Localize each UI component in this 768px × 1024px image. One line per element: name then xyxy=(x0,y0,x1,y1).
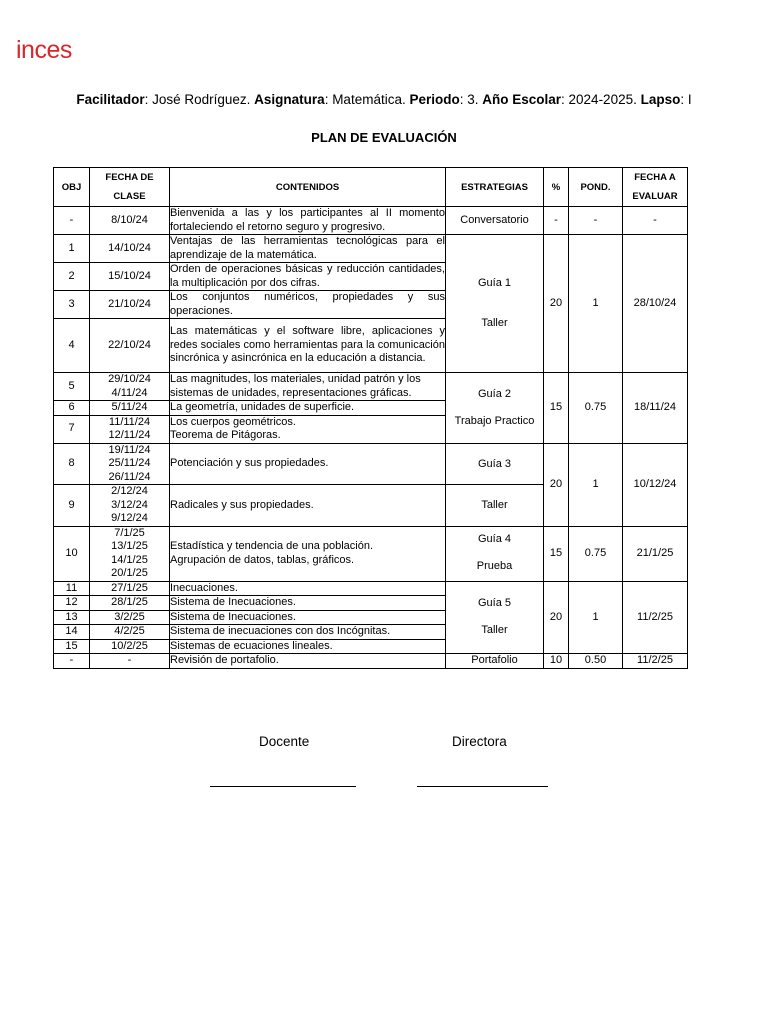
docente-label: Docente xyxy=(259,734,310,749)
evaluation-table xyxy=(53,167,688,669)
obj-cell: 12 xyxy=(54,596,90,611)
header-estrategias: ESTRATEGIAS xyxy=(446,168,544,207)
contenido-cell: Sistemas de ecuaciones lineales. xyxy=(170,639,446,654)
table-row xyxy=(54,526,688,581)
obj-cell: 14 xyxy=(54,625,90,640)
fecha-clase-cell: 8/10/24 xyxy=(90,207,170,235)
fecha-evaluar-cell: 10/12/24 xyxy=(623,443,688,526)
fecha-clase-cell: - xyxy=(90,654,170,669)
obj-cell: 9 xyxy=(54,485,90,527)
periodo-value: : 3. xyxy=(459,92,483,107)
pct-cell: 10 xyxy=(544,654,569,669)
periodo-label: Periodo xyxy=(409,92,460,107)
contenido-cell: Bienvenida a las y los participantes al II momento fortaleciendo el retorno seguro y progresivo. xyxy=(170,207,445,233)
obj-cell: 8 xyxy=(54,443,90,485)
estrategia-cell: Guía 2 Trabajo Practico xyxy=(446,373,544,444)
header-fecha-clase: FECHA DE CLASE xyxy=(90,168,170,207)
contenido-cell: Las matemáticas y el software libre, aplicaciones y redes sociales como herramientas para la comunicación sincrónica y asincrónica en la educación a distancia. xyxy=(170,319,446,373)
estrategia-cell: Guía 1 Taller xyxy=(446,235,544,373)
obj-cell: - xyxy=(54,654,90,669)
directora-label: Directora xyxy=(452,734,507,749)
contenido-cell: Sistema de Inecuaciones. xyxy=(170,610,446,625)
contenido-cell: Los conjuntos numéricos, propiedades y sus operaciones. xyxy=(170,291,445,317)
pct-cell: 15 xyxy=(544,373,569,444)
obj-cell: 11 xyxy=(54,581,90,596)
header-pct: % xyxy=(544,168,569,207)
pond-cell: 1 xyxy=(569,581,623,654)
logo-text: inces xyxy=(16,35,72,64)
obj-cell: 7 xyxy=(54,415,90,443)
obj-cell: 5 xyxy=(54,373,90,401)
lapso-label: Lapso xyxy=(640,92,681,107)
anio-label: Año Escolar xyxy=(482,92,562,107)
obj-cell: 2 xyxy=(54,263,90,291)
pond-cell: 0.75 xyxy=(569,526,623,581)
contenido-cell: Las magnitudes, los materiales, unidad patrón y los sistemas de unidades, representaciones gráficas. xyxy=(170,373,446,401)
fecha-clase-cell: 21/10/24 xyxy=(90,291,170,319)
fecha-clase-cell: 22/10/24 xyxy=(90,319,170,373)
fecha-clase-cell: 14/10/24 xyxy=(90,235,170,263)
contenido-cell: Potenciación y sus propiedades. xyxy=(170,443,446,485)
obj-cell: 13 xyxy=(54,610,90,625)
fecha-evaluar-cell: 21/1/25 xyxy=(623,526,688,581)
pond-cell: 0.75 xyxy=(569,373,623,444)
fecha-evaluar-cell: 18/11/24 xyxy=(623,373,688,444)
lapso-value: : I xyxy=(680,92,692,107)
table-row xyxy=(54,373,688,401)
obj-cell: 6 xyxy=(54,401,90,416)
pct-cell: 15 xyxy=(544,526,569,581)
pond-cell: - xyxy=(569,207,623,235)
estrategia-cell: Guía 5 Taller xyxy=(446,581,544,654)
fecha-evaluar-cell: 11/2/25 xyxy=(623,581,688,654)
contenido-cell: Sistema de inecuaciones con dos Incógnitas. xyxy=(170,625,446,640)
obj-cell: 10 xyxy=(54,526,90,581)
estrategia-cell xyxy=(446,443,544,526)
contenido-cell: Inecuaciones. xyxy=(170,581,446,596)
docente-signature-line xyxy=(210,786,356,787)
header-contenidos: CONTENIDOS xyxy=(170,168,446,207)
fecha-clase-cell: 27/1/25 xyxy=(90,581,170,596)
obj-cell: 3 xyxy=(54,291,90,319)
pct-cell: - xyxy=(544,207,569,235)
contenido-cell: Sistema de Inecuaciones. xyxy=(170,596,446,611)
fecha-evaluar-cell: 28/10/24 xyxy=(623,235,688,373)
fecha-evaluar-cell: - xyxy=(623,207,688,235)
fecha-clase-cell: 19/11/24 25/11/24 26/11/24 xyxy=(90,443,170,485)
estrategia-b: Taller xyxy=(481,499,508,511)
pond-cell: 1 xyxy=(569,443,623,526)
obj-cell: 4 xyxy=(54,319,90,373)
header-fecha-evaluar: FECHA A EVALUAR xyxy=(623,168,688,207)
pond-cell: 0.50 xyxy=(569,654,623,669)
estrategia-cell: Conversatorio xyxy=(446,207,544,235)
fecha-clase-cell: 7/1/25 13/1/25 14/1/25 20/1/25 xyxy=(90,526,170,581)
anio-value: : 2024-2025. xyxy=(561,92,641,107)
contenido-cell: Orden de operaciones básicas y reducción cantidades, la multiplicación por dos cifras. xyxy=(170,263,445,289)
fecha-clase-cell: 28/1/25 xyxy=(90,596,170,611)
ince-logo xyxy=(16,30,72,70)
estrategia-a: Guía 3 xyxy=(446,444,543,485)
facilitador-value: : José Rodríguez. xyxy=(144,92,255,107)
obj-cell: - xyxy=(54,207,90,235)
fecha-clase-cell: 29/10/24 4/11/24 xyxy=(90,373,170,401)
contenido-cell: Los cuerpos geométricos. Teorema de Pitágoras. xyxy=(170,415,446,443)
table-row xyxy=(54,443,688,485)
estrategia-cell: Portafolio xyxy=(446,654,544,669)
contenido-cell: Estadística y tendencia de una población. Agrupación de datos, tablas, gráficos. xyxy=(170,526,446,581)
fecha-clase-cell: 5/11/24 xyxy=(90,401,170,416)
pct-cell: 20 xyxy=(544,581,569,654)
obj-cell: 15 xyxy=(54,639,90,654)
fecha-clase-cell: 10/2/25 xyxy=(90,639,170,654)
fecha-clase-cell: 3/2/25 xyxy=(90,610,170,625)
contenido-cell: Radicales y sus propiedades. xyxy=(170,485,446,527)
pond-cell: 1 xyxy=(569,235,623,373)
pct-cell: 20 xyxy=(544,235,569,373)
pct-cell: 20 xyxy=(544,443,569,526)
header-obj: OBJ xyxy=(54,168,90,207)
table-row xyxy=(54,235,688,263)
table-row xyxy=(54,654,688,669)
header-pond: POND. xyxy=(569,168,623,207)
fecha-clase-cell: 2/12/24 3/12/24 9/12/24 xyxy=(90,485,170,527)
header-info xyxy=(0,92,768,107)
fecha-clase-cell: 4/2/25 xyxy=(90,625,170,640)
fecha-clase-cell: 15/10/24 xyxy=(90,263,170,291)
contenido-cell: La geometría, unidades de superficie. xyxy=(170,401,446,416)
facilitador-label: Facilitador xyxy=(76,92,145,107)
asignatura-value: : Matemática. xyxy=(324,92,410,107)
page-title: PLAN DE EVALUACIÓN xyxy=(311,130,457,145)
asignatura-label: Asignatura xyxy=(254,92,325,107)
contenido-cell: Ventajas de las herramientas tecnológicas para el aprendizaje de la matemática. xyxy=(170,235,445,261)
fecha-clase-cell: 11/11/24 12/11/24 xyxy=(90,415,170,443)
table-header-row xyxy=(54,168,688,207)
fecha-evaluar-cell: 11/2/25 xyxy=(623,654,688,669)
obj-cell: 1 xyxy=(54,235,90,263)
estrategia-cell: Guía 4 Prueba xyxy=(446,526,544,581)
directora-signature-line xyxy=(417,786,548,787)
contenido-cell: Revisión de portafolio. xyxy=(170,654,446,669)
table-row xyxy=(54,581,688,596)
table-row xyxy=(54,207,688,235)
